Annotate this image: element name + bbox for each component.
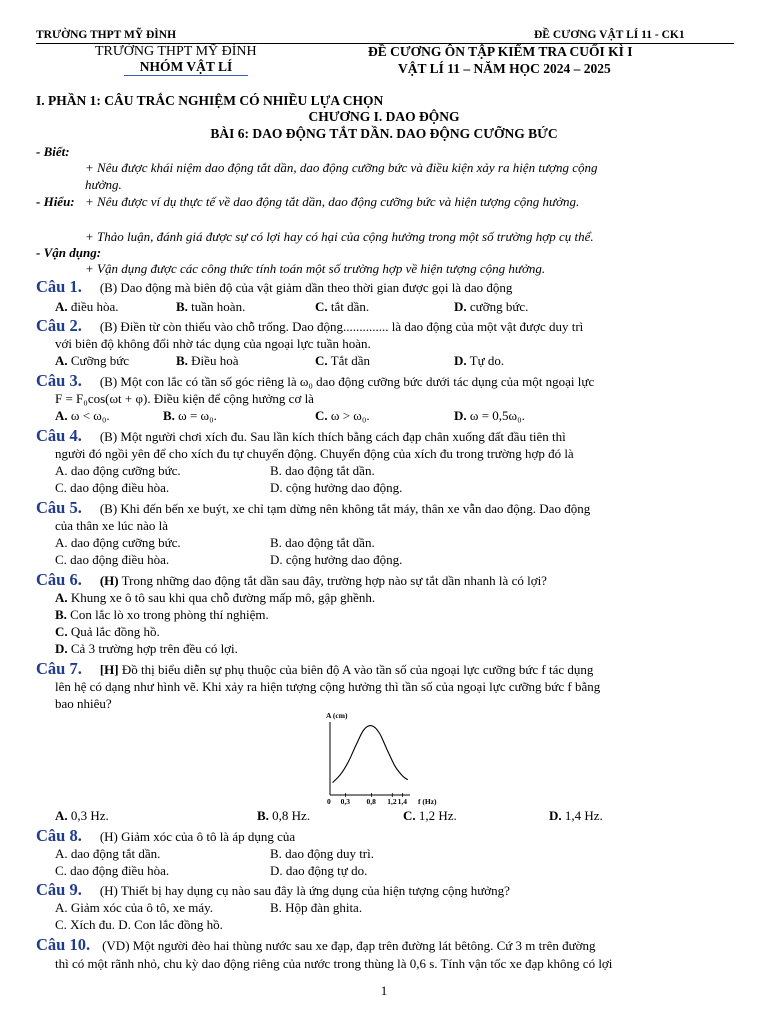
question-number: Câu 4. — [36, 426, 82, 445]
option-d: D. cộng hưởng dao động. — [270, 552, 403, 567]
question-number: Câu 9. — [36, 880, 82, 899]
option-c: C. dao động điều hòa. — [55, 552, 170, 567]
option-d: Cả 3 trường hợp trên đều có lợi. — [70, 641, 238, 656]
option-d: 1,4 Hz. — [564, 808, 603, 823]
question-number: Câu 6. — [36, 570, 82, 589]
option-d: D. dao động tự do. — [270, 863, 368, 878]
option-c: Tắt dần — [330, 353, 370, 368]
question-6-option-d — [55, 641, 734, 657]
apply-label: - Vận dụng: — [36, 245, 102, 260]
option-b: B. Hộp đàn ghita. — [270, 900, 363, 915]
option-b: B. dao động tắt dần. — [270, 535, 375, 550]
option-b-label: B. — [176, 353, 188, 368]
option-c: Quả lắc đồng hồ. — [70, 624, 160, 639]
question-2-options — [55, 353, 735, 369]
option-a-label: A. — [55, 590, 68, 605]
question-number: Câu 7. — [36, 659, 82, 678]
question-7-text-cont: lên hệ có dạng như hình vẽ. Khi xảy ra hiện tượng cộng hưởng thì tần số của ngoại lực cưỡng bức f bằng — [55, 679, 601, 694]
understand-item-1: + Nêu được ví dụ thực tế về dao động tắt dần, dao động cưỡng bức và hiện tượng cộng hưởng. — [85, 194, 580, 209]
question-text: (B) Khi đến bến xe buýt, xe chỉ tạm dừng nên không tắt máy, thân xe vẫn dao động. Dao động — [99, 501, 591, 516]
question-number: Câu 5. — [36, 498, 82, 517]
question-text: (B) Dao động mà biên độ của vật giảm dần theo thời gian được gọi là dao động — [99, 280, 513, 295]
question-8-options-ab — [55, 846, 735, 862]
option-b-label: B. — [163, 408, 175, 423]
question-text: Trong những dao động tắt dần sau đây, trường hợp nào sự tắt dần nhanh là có lợi? — [121, 573, 547, 588]
option-d-label: D. — [454, 299, 467, 314]
option-c: C. dao động điều hòa. — [55, 863, 170, 878]
chapter-heading: CHƯƠNG I. DAO ĐỘNG — [308, 109, 460, 124]
option-a-label: A. — [55, 299, 68, 314]
option-a: điều hòa. — [70, 299, 119, 314]
question-4-options-ab — [55, 463, 735, 479]
option-c-label: C. — [315, 408, 328, 423]
option-b-label: B. — [176, 299, 188, 314]
understand-item-2: + Thảo luận, đánh giá được sự có lợi hay có hại của cộng hưởng trong một số trường hợp cụ thể. — [85, 229, 594, 244]
question-1-options — [55, 299, 735, 315]
question-6-option-b — [55, 607, 734, 623]
option-c: 1,2 Hz. — [418, 808, 457, 823]
question-text: (H) Giảm xóc của ô tô là áp dụng của — [99, 829, 296, 844]
know-label: - Biết: — [36, 144, 70, 159]
x-tick-label: 0 — [327, 797, 331, 806]
question-7 — [36, 661, 593, 678]
option-a: A. dao động cưỡng bức. — [55, 535, 181, 550]
question-1 — [36, 279, 512, 296]
option-d: Tự do. — [469, 353, 505, 368]
question-number: Câu 3. — [36, 371, 82, 390]
school-name: TRƯỜNG THPT MỸ ĐÌNH — [95, 44, 257, 59]
option-c-label: C. — [315, 299, 328, 314]
group-name: NHÓM VẬT LÍ — [124, 59, 248, 76]
understand-label: - Hiểu: — [36, 194, 75, 209]
x-tick-label: 1,2 — [387, 797, 397, 806]
know-item-1b: hưởng. — [85, 177, 122, 192]
question-5-options-ab — [55, 535, 735, 551]
question-text: (B) Điền từ còn thiếu vào chỗ trống. Dao động.............. là dao động của một vật được duy trì — [99, 319, 584, 334]
option-c-label: C. — [55, 624, 68, 639]
option-c-label: C. — [315, 353, 328, 368]
apply-item-1: + Vận dụng được các công thức tính toán một số trường hợp về hiện tượng cộng hưởng. — [85, 261, 546, 276]
question-text: Đồ thị biểu diễn sự phụ thuộc của biên độ A vào tần số của ngoại lực cưỡng bức f tác dụng — [121, 662, 594, 677]
option-b-label: B. — [55, 607, 67, 622]
option-b-label: B. — [257, 808, 269, 823]
option-b: ω = ω₀. — [178, 408, 217, 423]
running-header-school: TRƯỜNG THPT MỸ ĐÌNH — [36, 29, 177, 41]
option-b: 0,8 Hz. — [272, 808, 311, 823]
question-7-options — [55, 808, 735, 824]
question-2-text-cont: với biên độ không đổi nhờ tác dụng của ngoại lực tuần hoàn. — [55, 336, 371, 351]
question-text: (H) Thiết bị hay dụng cụ nào sau đây là ứng dụng của hiện tượng cộng hưởng? — [99, 883, 510, 898]
question-10-text-cont: thì có một rãnh nhỏ, chu kỳ dao động riêng của nước trong thùng là 0,6 s. Tính vận tốc xe đạp không có lợi — [55, 956, 613, 971]
question-number: Câu 10. — [36, 935, 91, 954]
option-b: B. dao động duy trì. — [270, 846, 374, 861]
page-number: 1 — [380, 983, 388, 998]
option-d: ω = 0,5ω₀. — [469, 408, 525, 423]
option-d-label: D. — [549, 808, 562, 823]
running-header-doc: ĐỀ CƯƠNG VẬT LÍ 11 - CK1 — [534, 29, 685, 41]
know-item-1a: + Nêu được khái niệm dao động tắt dần, dao động cưỡng bức và điều kiện xảy ra hiện tượng cộng — [85, 160, 598, 175]
option-d-label: D. — [454, 408, 467, 423]
option-b: tuần hoàn. — [191, 299, 246, 314]
doc-title-line2: VẬT LÍ 11 – NĂM HỌC 2024 – 2025 — [398, 61, 611, 76]
x-tick-label: 1,4 — [397, 797, 407, 806]
question-6 — [36, 572, 547, 589]
question-level: (H) — [99, 573, 119, 588]
question-3 — [36, 373, 594, 390]
option-b: Con lắc lò xo trong phòng thí nghiệm. — [70, 607, 269, 622]
question-number: Câu 2. — [36, 316, 82, 335]
question-4-text-cont: người đó ngồi yên để cho xích đu tự chuyển động. Chuyển động của xích đu trong trường hợp đó là — [55, 446, 574, 461]
question-2 — [36, 318, 734, 335]
lesson-heading: BÀI 6: DAO ĐỘNG TẮT DẦN. DAO ĐỘNG CƯỠNG BỨC — [210, 126, 558, 141]
chart-xlabel: f (Hz) — [418, 797, 437, 806]
question-10 — [36, 937, 596, 954]
question-number: Câu 1. — [36, 277, 82, 296]
option-a: A. dao động tắt dần. — [55, 846, 161, 861]
resonance-chart — [318, 708, 468, 810]
question-level: [H] — [99, 662, 119, 677]
option-d: cưỡng bức. — [469, 299, 529, 314]
x-tick-label: 0,3 — [340, 797, 350, 806]
question-text: (B) Một người chơi xích đu. Sau lần kích thích bằng cách đạp chân xuống đất đầu tiên thì — [99, 429, 566, 444]
option-a-label: A. — [55, 808, 68, 823]
option-c-label: C. — [403, 808, 416, 823]
question-3-text-cont: F = F₀cos(ωt + φ). Điều kiện để cộng hưởng cơ là — [55, 391, 314, 406]
option-d-label: D. — [55, 641, 68, 656]
question-number: Câu 8. — [36, 826, 82, 845]
option-c: C. dao động điều hòa. — [55, 480, 170, 495]
chart-ylabel: A (cm) — [326, 711, 348, 720]
question-8-options-cd — [55, 863, 735, 879]
question-9-options-cd: C. Xích đu. D. Con lắc đồng hồ. — [55, 917, 223, 932]
part-heading: I. PHẦN 1: CÂU TRẮC NGHIỆM CÓ NHIỀU LỰA CHỌN — [36, 93, 384, 108]
question-6-option-a — [55, 590, 734, 606]
question-3-options — [55, 408, 735, 424]
question-text: (B) Một con lắc có tần số góc riêng là ω₀ dao động cưỡng bức dưới tác dụng của một ngoại lực — [99, 374, 595, 389]
question-8 — [36, 828, 295, 845]
question-9-options-ab — [55, 900, 735, 916]
option-a: ω < ω₀. — [70, 408, 110, 423]
question-5-text-cont: của thân xe lúc nào là — [55, 518, 168, 533]
doc-title-line1: ĐỀ CƯƠNG ÔN TẬP KIỂM TRA CUỐI KÌ I — [368, 44, 633, 59]
question-6-option-c — [55, 624, 734, 640]
resonance-curve — [333, 726, 408, 783]
option-c: tắt dần. — [330, 299, 370, 314]
question-5-options-cd — [55, 552, 735, 568]
option-a: Cưỡng bức — [70, 353, 130, 368]
option-a: Khung xe ô tô sau khi qua chỗ đường mấp mô, gập ghềnh. — [70, 590, 376, 605]
option-a-label: A. — [55, 408, 68, 423]
question-7-text-cont2: bao nhiêu? — [55, 696, 112, 711]
x-tick-label: 0,8 — [366, 797, 376, 806]
question-4-options-cd — [55, 480, 735, 496]
question-4 — [36, 428, 566, 445]
option-d: D. cộng hưởng dao động. — [270, 480, 403, 495]
option-b: B. dao động tắt dần. — [270, 463, 375, 478]
option-b: Điều hoà — [191, 353, 239, 368]
option-a: A. dao động cưỡng bức. — [55, 463, 181, 478]
question-text: (VD) Một người đèo hai thùng nước sau xe đạp, đạp trên đường lát bêtông. Cứ 3 m trên đường — [102, 938, 596, 953]
option-a: 0,3 Hz. — [70, 808, 109, 823]
question-5 — [36, 500, 590, 517]
option-d-label: D. — [454, 353, 467, 368]
option-a-label: A. — [55, 353, 68, 368]
question-9 — [36, 882, 510, 899]
option-c: ω > ω₀. — [330, 408, 370, 423]
option-a: A. Giảm xóc của ô tô, xe máy. — [55, 900, 213, 915]
